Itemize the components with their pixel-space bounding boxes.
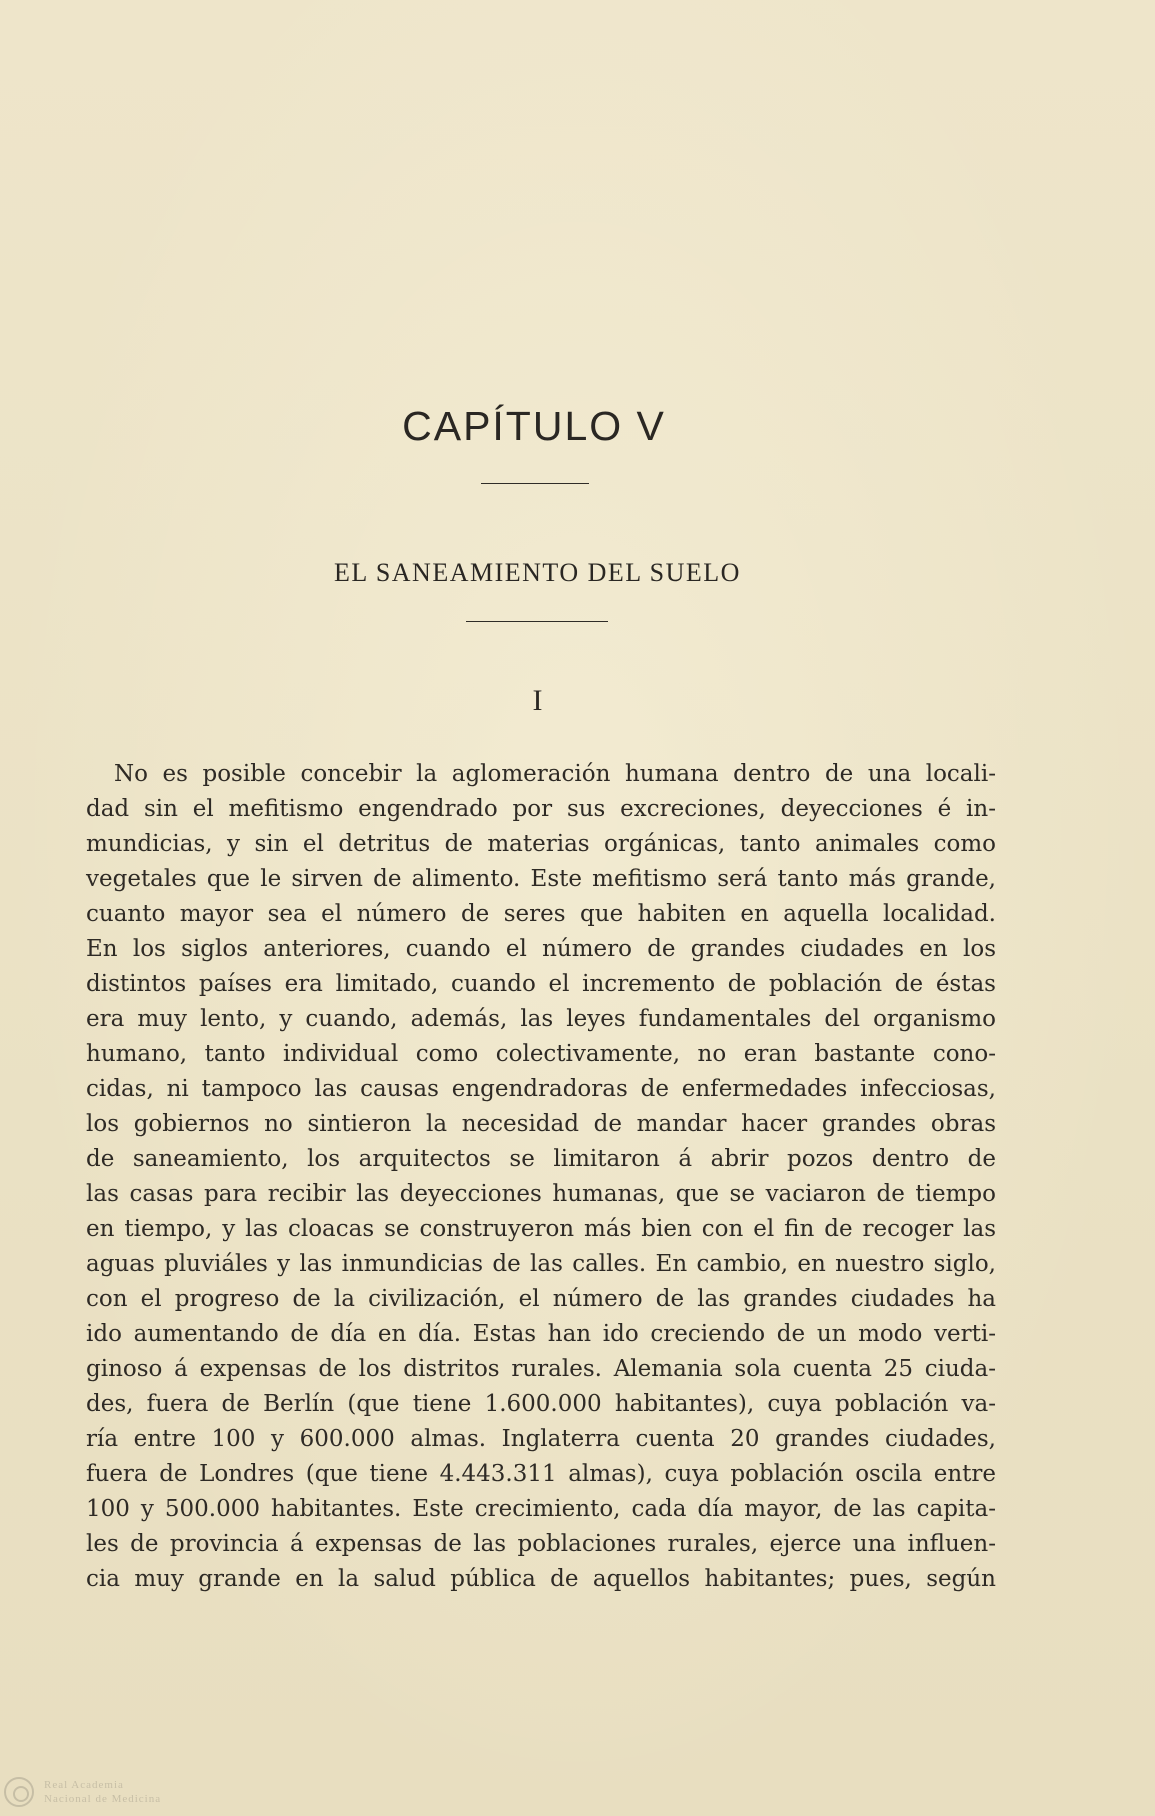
watermark-line-2: Nacional de Medicina <box>44 1793 162 1805</box>
text-line: fuera de Londres (que tiene 4.443.311 almas), cuya población oscila entre <box>86 1461 996 1487</box>
text-line: las casas para recibir las deyecciones humanas, que se vaciaron de tiempo <box>86 1181 996 1207</box>
text-line: dad sin el mefitismo engendrado por sus excreciones, deyecciones é in- <box>86 796 996 822</box>
text-line: con el progreso de la civilización, el número de las grandes ciudades ha <box>86 1286 996 1312</box>
text-line: humano, tanto individual como colectivamente, no eran bastante cono- <box>86 1041 996 1067</box>
section-heading: EL SANEAMIENTO DEL SUELO <box>334 558 741 587</box>
text-line: distintos países era limitado, cuando el incremento de población de éstas <box>86 971 996 997</box>
text-line: En los siglos anteriores, cuando el número de grandes ciudades en los <box>86 936 996 962</box>
text-line: cia muy grande en la salud pública de aquellos habitantes; pues, según <box>86 1566 996 1592</box>
text-line: des, fuera de Berlín (que tiene 1.600.000 habitantes), cuya población va- <box>86 1391 996 1417</box>
chapter-title: CAPÍTULO V <box>402 403 666 449</box>
text-line: ría entre 100 y 600.000 almas. Inglaterra cuenta 20 grandes ciudades, <box>86 1426 996 1452</box>
text-line: vegetales que le sirven de alimento. Este mefitismo será tanto más grande, <box>86 866 996 892</box>
body-paragraph <box>86 757 996 1597</box>
title-divider <box>481 483 589 484</box>
text-line: 100 y 500.000 habitantes. Este crecimiento, cada día mayor, de las capita- <box>86 1496 996 1522</box>
text-line: ido aumentando de día en día. Estas han ido creciendo de un modo verti- <box>86 1321 996 1347</box>
section-number: I <box>532 684 543 717</box>
text-line: les de provincia á expensas de las poblaciones rurales, ejerce una influen- <box>86 1531 996 1557</box>
watermark-line-1: Real Academia <box>44 1779 124 1791</box>
text-line: No es posible concebir la aglomeración humana dentro de una locali- <box>114 761 996 787</box>
text-line: mundicias, y sin el detritus de materias orgánicas, tanto animales como <box>86 831 996 857</box>
text-line: cidas, ni tampoco las causas engendradoras de enfermedades infecciosas, <box>86 1076 996 1102</box>
text-line: ginoso á expensas de los distritos rurales. Alemania sola cuenta 25 ciuda- <box>86 1356 996 1382</box>
text-line: cuanto mayor sea el número de seres que habiten en aquella localidad. <box>86 901 996 927</box>
text-line: aguas pluviáles y las inmundicias de las calles. En cambio, en nuestro siglo, <box>86 1251 996 1277</box>
library-watermark <box>4 1773 204 1811</box>
text-line: de saneamiento, los arquitectos se limitaron á abrir pozos dentro de <box>86 1146 996 1172</box>
heading-divider <box>466 621 608 622</box>
text-line: era muy lento, y cuando, además, las leyes fundamentales del organismo <box>86 1006 996 1032</box>
text-line: en tiempo, y las cloacas se construyeron más bien con el fin de recoger las <box>86 1216 996 1242</box>
text-line: los gobiernos no sintieron la necesidad de mandar hacer grandes obras <box>86 1111 996 1137</box>
academy-seal-icon <box>4 1777 34 1807</box>
